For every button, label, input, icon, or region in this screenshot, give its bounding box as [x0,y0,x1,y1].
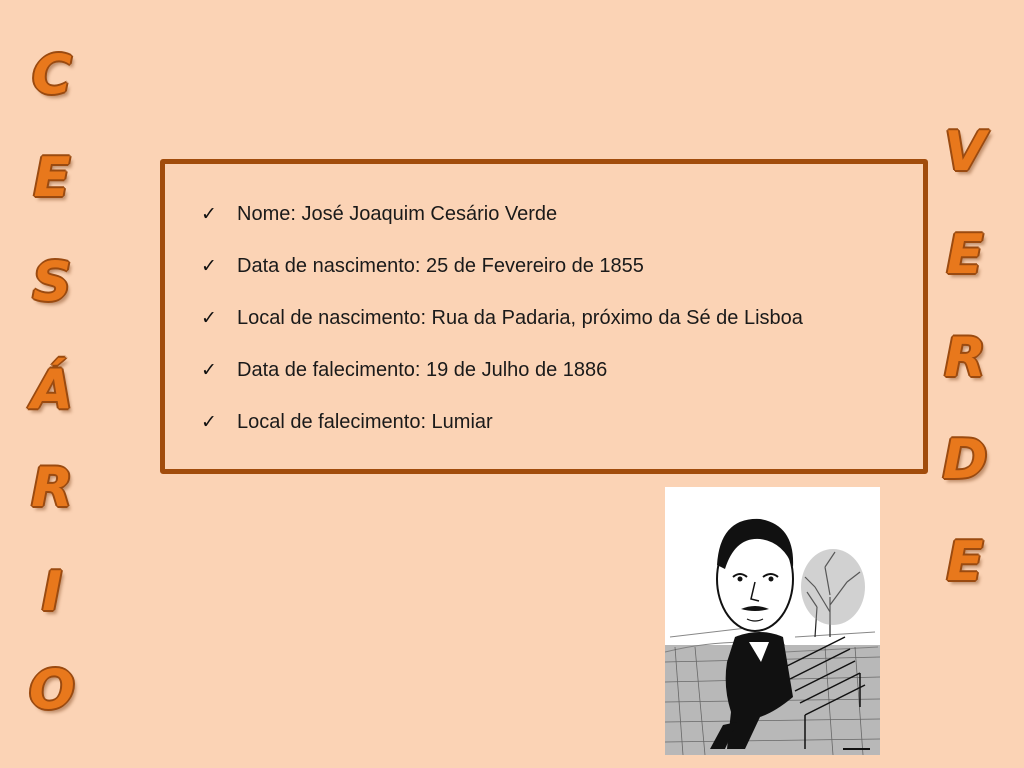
list-item-text: Local de falecimento: Lumiar [237,411,493,433]
check-icon: ✓ [201,307,217,329]
title-letter: R [31,456,73,519]
caricature-portrait-image [665,487,880,755]
list-item-birth-date [201,252,803,304]
caricature-drawing [665,487,880,755]
check-icon: ✓ [201,359,217,381]
list-item-text: Data de falecimento: 19 de Julho de 1886 [237,359,608,381]
list-item-birth-place [201,304,803,356]
list-item-death-date [201,356,803,408]
check-icon: ✓ [201,255,217,277]
title-letter: Á [31,358,73,421]
title-letter: E [946,223,984,286]
title-letter: C [32,43,72,106]
title-letter: E [946,530,984,593]
title-letter: O [29,658,75,721]
list-item-text: Local de nascimento: Rua da Padaria, próximo da Sé de Lisboa [237,307,803,329]
biography-box [160,159,928,474]
list-item-name [201,200,803,252]
check-icon: ✓ [201,203,217,225]
list-item-text: Data de nascimento: 25 de Fevereiro de 1855 [237,255,644,277]
title-letter: E [33,146,71,209]
list-item-text: Nome: José Joaquim Cesário Verde [237,203,558,225]
title-letter: S [32,250,72,313]
list-item-death-place [201,408,803,460]
title-letter: D [942,428,988,491]
biography-list [201,200,803,460]
title-letter: V [944,120,986,183]
check-icon: ✓ [201,411,217,433]
title-letter: R [944,326,986,389]
title-letter: I [41,560,63,623]
